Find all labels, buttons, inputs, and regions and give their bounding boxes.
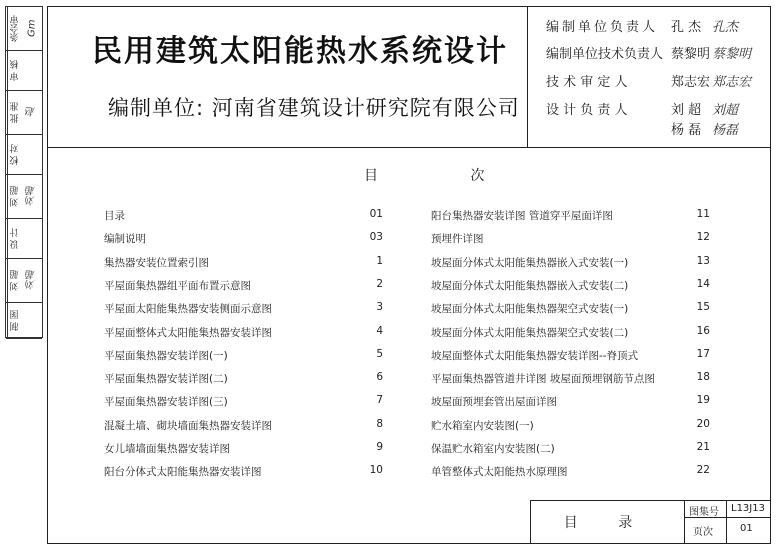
strip-cell [6, 175, 42, 219]
editing-organization: 编制单位: 河南省建筑设计研究院有限公司 [108, 96, 520, 120]
toc-page-number: 6 [376, 371, 383, 383]
strip-cell-label: 刘 超 [7, 175, 22, 218]
strip-cell-signature: Gm [26, 19, 38, 38]
toc-entry[interactable]: 平屋面太阳能集热器安装侧面示意图 [104, 303, 272, 315]
strip-cell-signature [24, 219, 40, 258]
strip-cell-signature: 刘超 [26, 186, 38, 207]
toc-page-number: 2 [376, 278, 383, 290]
toc-page-number: 12 [696, 231, 710, 243]
title-block-name: 目 录 [563, 515, 651, 531]
strip-cell-signature: 赵 [26, 107, 38, 118]
toc-page-number: 10 [369, 464, 383, 476]
toc-page-number: 11 [696, 208, 710, 220]
title-block-divider [726, 500, 727, 544]
toc-page-number: 9 [376, 441, 383, 453]
responsibility-role: 技 术 审 定 人 [546, 75, 628, 90]
toc-page-number: 03 [369, 231, 383, 243]
page-number-label: 页次 [693, 527, 713, 538]
strip-cell-signature: 刘超 [26, 270, 38, 291]
toc-entry[interactable]: 贮水箱室内安装图(一) [431, 420, 534, 432]
strip-cell-signature [24, 135, 40, 174]
toc-entry[interactable]: 坡屋面分体式太阳能集热器嵌入式安装(二) [431, 280, 629, 292]
toc-entry[interactable]: 平屋面集热器管道井详图 坡屋面预埋钢筋节点图 [431, 373, 655, 385]
toc-entry[interactable]: 阳台集热器安装详图 管道穿平屋面详图 [431, 210, 613, 222]
strip-cell-label: 刘 超 [7, 259, 22, 302]
toc-page-number: 5 [376, 348, 383, 360]
toc-page-number: 17 [696, 348, 710, 360]
toc-page-number: 1 [376, 255, 383, 267]
strip-cell [6, 135, 42, 175]
strip-cell-signature [24, 51, 40, 90]
strip-cell [6, 7, 42, 51]
toc-page-number: 19 [696, 394, 710, 406]
toc-entry[interactable]: 坡屋面预埋套管出屋面详图 [431, 396, 557, 408]
strip-cell [6, 91, 42, 135]
toc-entry[interactable]: 坡屋面整体式太阳能集热器安装详图--脊顶式 [431, 350, 639, 362]
toc-page-number: 14 [696, 278, 710, 290]
strip-cell [6, 303, 42, 339]
strip-cell-label: 批 准 [7, 91, 22, 134]
strip-cell [6, 259, 42, 303]
toc-page-number: 01 [369, 208, 383, 220]
responsibility-signature: 蔡黎明 [712, 47, 752, 62]
toc-page-number: 3 [376, 301, 383, 313]
responsibility-role: 编制单位负责人 [546, 20, 659, 35]
toc-entry[interactable]: 平屋面集热器安装详图(二) [104, 373, 228, 385]
header-divider [47, 147, 771, 148]
strip-cell [6, 219, 42, 259]
toc-entry[interactable]: 坡屋面分体式太阳能集热器架空式安装(二) [431, 327, 629, 339]
toc-entry[interactable]: 阳台分体式太阳能集热器安装详图 [104, 466, 262, 478]
toc-entry[interactable]: 平屋面集热器安装详图(一) [104, 350, 228, 362]
responsibility-role: 编制单位技术负责人 [546, 47, 664, 62]
responsibility-signature: 孔杰 [712, 20, 739, 35]
toc-page-number: 13 [696, 255, 710, 267]
responsibility-name: 刘 超 [671, 103, 702, 118]
responsibility-name: 杨 磊 [671, 123, 702, 138]
page-number-value: 01 [740, 523, 753, 534]
strip-cell-label: 设 计 [7, 219, 22, 258]
strip-cell-label: 审 核 [7, 51, 22, 90]
responsibility-signature: 郑志宏 [712, 75, 752, 90]
toc-entry[interactable]: 坡屋面分体式太阳能集热器架空式安装(一) [431, 303, 629, 315]
atlas-number-value: L13J13 [731, 503, 765, 514]
strip-cell-label: 制 图 [7, 303, 22, 338]
toc-page-number: 16 [696, 325, 710, 337]
toc-page-number: 21 [696, 441, 710, 453]
toc-entry[interactable]: 女儿墙墙面集热器安装详图 [104, 443, 230, 455]
toc-page-number: 4 [376, 325, 383, 337]
toc-entry[interactable]: 平屋面整体式太阳能集热器安装详图 [104, 327, 272, 339]
toc-page-number: 20 [696, 418, 710, 430]
responsibility-signature: 刘超 [712, 103, 739, 118]
title-block-divider [684, 500, 685, 544]
header-vertical-divider [527, 6, 528, 147]
responsibility-name: 蔡黎明 [671, 47, 711, 62]
strip-cell-signature [24, 303, 40, 338]
strip-cell [6, 51, 42, 91]
toc-page-number: 15 [696, 301, 710, 313]
toc-entry[interactable]: 预埋件详图 [431, 233, 484, 245]
responsibility-signature: 杨磊 [712, 123, 739, 138]
toc-entry[interactable]: 平屋面集热器安装详图(三) [104, 396, 228, 408]
toc-title: 目 次 [364, 168, 529, 184]
toc-entry[interactable]: 单管整体式太阳能热水原理图 [431, 466, 568, 478]
strip-cell-label: 条会审 [7, 7, 22, 50]
toc-entry[interactable]: 目录 [104, 210, 125, 222]
toc-page-number: 7 [376, 394, 383, 406]
toc-entry[interactable]: 混凝土墙、砌块墙面集热器安装详图 [104, 420, 272, 432]
toc-page-number: 8 [376, 418, 383, 430]
responsibility-name: 郑志宏 [671, 75, 711, 90]
signature-strip [5, 6, 43, 338]
toc-entry[interactable]: 平屋面集热器组平面布置示意图 [104, 280, 251, 292]
responsibility-role: 设 计 负 责 人 [546, 103, 628, 118]
responsibility-name: 孔 杰 [671, 20, 702, 35]
document-title: 民用建筑太阳能热水系统设计 [92, 34, 508, 69]
toc-entry[interactable]: 坡屋面分体式太阳能集热器嵌入式安装(一) [431, 257, 629, 269]
toc-page-number: 22 [696, 464, 710, 476]
toc-entry[interactable]: 编制说明 [104, 233, 146, 245]
atlas-number-label: 图集号 [689, 507, 719, 518]
toc-entry[interactable]: 保温贮水箱室内安装图(二) [431, 443, 555, 455]
toc-entry[interactable]: 集热器安装位置索引图 [104, 257, 209, 269]
toc-page-number: 18 [696, 371, 710, 383]
strip-cell-label: 校 对 [7, 135, 22, 174]
